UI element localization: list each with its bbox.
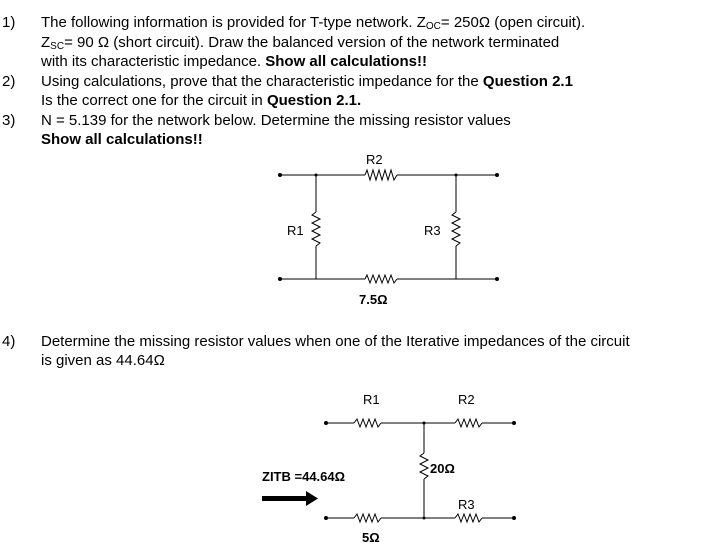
- question-4-line-1: Determine the missing resistor values when one of the Iterative impedances of the circuit: [41, 333, 630, 350]
- circuit-1-terminal: [495, 277, 499, 281]
- circuit-2-r1-resistor: [354, 419, 381, 427]
- circuit-2-bottom-label: 5Ω: [362, 530, 380, 545]
- circuit-1-node: [315, 174, 318, 177]
- circuit-2-terminal: [512, 516, 516, 520]
- zitb-arrow-head: [306, 491, 318, 506]
- circuit-1-node: [455, 174, 458, 177]
- circuit-2-r2-resistor: [455, 419, 482, 427]
- circuit-2-node: [423, 422, 426, 425]
- question-4-line-2: is given as 44.64Ω: [41, 352, 165, 369]
- circuit-2-terminal: [512, 421, 516, 425]
- question-3-line-1: N = 5.139 for the network below. Determine the missing resistor values: [41, 112, 511, 129]
- circuit-1-r1-label: R1: [287, 223, 304, 238]
- circuit-2-shunt-resistor: [420, 453, 428, 479]
- question-3-number: 3): [2, 112, 16, 129]
- question-2-number: 2): [2, 73, 16, 90]
- circuit-1-r2-resistor: [365, 170, 397, 180]
- circuit-2-node: [423, 517, 426, 520]
- zitb-arrow-shaft: [262, 496, 310, 501]
- circuit-1-terminal: [278, 277, 282, 281]
- question-2-line-1: Using calculations, prove that the characteristic impedance for the Question 2.1: [41, 73, 573, 90]
- circuit-1-terminal: [278, 173, 282, 177]
- circuit-2-terminal: [324, 421, 328, 425]
- question-3-line-2: Show all calculations!!: [41, 131, 203, 148]
- circuit-1-terminal: [495, 173, 499, 177]
- circuit-2-terminal: [324, 516, 328, 520]
- circuit-2-r3-label: R3: [458, 497, 475, 512]
- circuit-1-r2-label: R2: [366, 152, 383, 167]
- circuit-1-r1-resistor: [312, 212, 320, 246]
- circuit-2-r1-label: R1: [363, 392, 380, 407]
- circuit-1-r3-label: R3: [424, 223, 441, 238]
- circuit-2-shunt-label: 20Ω: [430, 461, 455, 476]
- circuit-2-bottom-resistor: [354, 514, 381, 522]
- question-1-line-2: $Z_{SC}= 90$ Ω (short circuit). Draw the balanced version of the network terminated: [41, 34, 560, 52]
- circuit-1-r3-resistor: [452, 212, 460, 246]
- circuit-1-bottom-label: 7.5Ω: [359, 292, 388, 307]
- zitb-label: ZITB =44.64Ω: [262, 469, 346, 484]
- circuit-2-r3-resistor: [455, 514, 482, 522]
- question-1-line-3: with its characteristic impedance. Show all calculations!!: [41, 53, 427, 70]
- question-4-number: 4): [2, 333, 16, 350]
- circuit-2-r2-label: R2: [458, 392, 475, 407]
- question-1-line-1: The following information is provided for T-type network. $Z_{OC}= 250\Omega$ (open circuit).: [41, 14, 586, 32]
- circuit-1-bottom-resistor: [365, 275, 397, 283]
- question-2-line-2: Is the correct one for the circuit in Question 2.1.: [41, 92, 362, 109]
- question-1-number: 1): [2, 14, 16, 31]
